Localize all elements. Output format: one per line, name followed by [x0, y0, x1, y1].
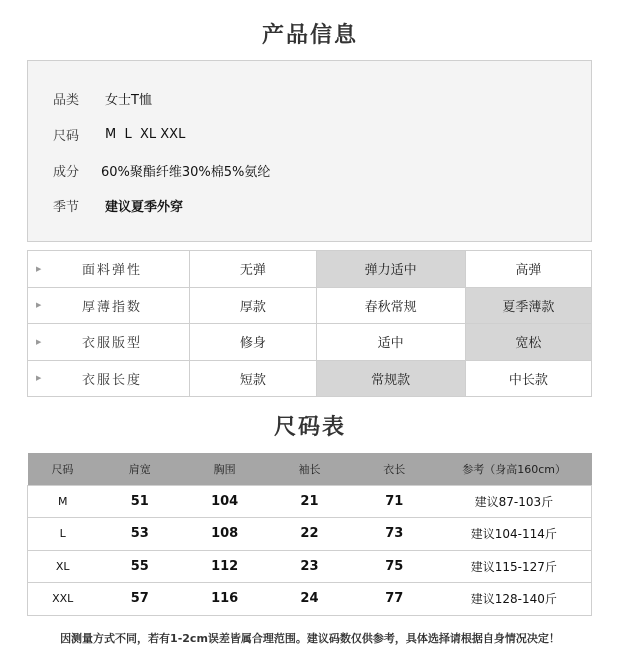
- info-value: 60%聚酯纤维30%棉5%氨纶: [101, 164, 271, 180]
- triangle-right-icon: ▶: [36, 337, 42, 346]
- size-chart-header-row: [28, 453, 592, 485]
- attribute-option: 短款: [190, 360, 316, 397]
- size-cell: M: [28, 485, 98, 518]
- attribute-option: 无弹: [190, 251, 316, 288]
- measurement-cell: 108: [182, 518, 267, 551]
- attribute-option-selected: 常规款: [316, 360, 465, 397]
- table-row: [28, 583, 592, 616]
- attribute-label-cell: [28, 324, 190, 361]
- attribute-row: [28, 287, 592, 324]
- info-row-season: [53, 195, 183, 215]
- size-cell: L: [28, 518, 98, 551]
- info-value: 建议夏季外穿: [105, 199, 184, 215]
- column-header: 尺码: [28, 453, 98, 485]
- measurement-cell: 21: [267, 485, 352, 518]
- attribute-row: [28, 251, 592, 288]
- attribute-label-cell: [28, 360, 190, 397]
- attribute-label: 衣服版型: [82, 336, 143, 352]
- attribute-option: 修身: [190, 324, 316, 361]
- column-header: 参考（身高160cm）: [437, 453, 592, 485]
- attribute-label-cell: [28, 287, 190, 324]
- attribute-option-selected: 夏季薄款: [465, 287, 591, 324]
- reference-cell: 建议104-114斤: [437, 518, 592, 551]
- attribute-label-cell: [28, 251, 190, 288]
- column-header: 胸围: [182, 453, 267, 485]
- info-row-material: [53, 160, 270, 180]
- column-header: 衣长: [352, 453, 437, 485]
- attribute-option-selected: 弹力适中: [316, 251, 465, 288]
- column-header: 肩宽: [97, 453, 182, 485]
- measurement-cell: 73: [352, 518, 437, 551]
- measurement-cell: 23: [267, 550, 352, 583]
- product-info-box: [27, 60, 592, 242]
- measurement-cell: 112: [182, 550, 267, 583]
- info-key: 品类: [53, 92, 80, 108]
- table-row: [28, 550, 592, 583]
- attribute-table: [27, 250, 592, 397]
- attribute-option: 春秋常规: [316, 287, 465, 324]
- attribute-option: 中长款: [465, 360, 591, 397]
- table-row: [28, 485, 592, 518]
- measurement-cell: 75: [352, 550, 437, 583]
- reference-cell: 建议87-103斤: [437, 485, 592, 518]
- triangle-right-icon: ▶: [36, 301, 42, 310]
- measurement-cell: 24: [267, 583, 352, 616]
- size-chart-title: 尺码表: [273, 415, 346, 440]
- info-row-size: [53, 124, 185, 144]
- measurement-cell: 104: [182, 485, 267, 518]
- reference-cell: 建议115-127斤: [437, 550, 592, 583]
- info-row-category: [53, 88, 152, 108]
- measurement-cell: 116: [182, 583, 267, 616]
- attribute-row: [28, 324, 592, 361]
- info-key: 季节: [53, 199, 80, 215]
- size-chart-table: [27, 453, 592, 616]
- attribute-label: 厚薄指数: [82, 299, 143, 315]
- info-value: M L XL XXL: [105, 126, 186, 142]
- attribute-option: 厚款: [190, 287, 316, 324]
- measurement-cell: 22: [267, 518, 352, 551]
- info-key: 成分: [53, 164, 80, 180]
- attribute-row: [28, 360, 592, 397]
- attribute-option-selected: 宽松: [465, 324, 591, 361]
- attribute-option: 适中: [316, 324, 465, 361]
- info-value: 女士T恤: [105, 92, 152, 108]
- triangle-right-icon: ▶: [36, 374, 42, 383]
- attribute-option: 高弹: [465, 251, 591, 288]
- measurement-cell: 51: [97, 485, 182, 518]
- measurement-cell: 71: [352, 485, 437, 518]
- measurement-cell: 53: [97, 518, 182, 551]
- size-cell: XXL: [28, 583, 98, 616]
- attribute-label: 衣服长度: [82, 372, 143, 388]
- info-key: 尺码: [53, 128, 80, 144]
- product-info-title: 产品信息: [261, 23, 358, 48]
- table-row: [28, 518, 592, 551]
- measurement-cell: 77: [352, 583, 437, 616]
- column-header: 袖长: [267, 453, 352, 485]
- attribute-label: 面料弹性: [82, 263, 143, 279]
- size-cell: XL: [28, 550, 98, 583]
- measurement-cell: 57: [97, 583, 182, 616]
- footnote: 因测量方式不同，若有1-2cm误差皆属合理范围。建议码数仅供参考，具体选择请根据自身情况决定！: [60, 632, 560, 645]
- triangle-right-icon: ▶: [36, 264, 42, 273]
- measurement-cell: 55: [97, 550, 182, 583]
- reference-cell: 建议128-140斤: [437, 583, 592, 616]
